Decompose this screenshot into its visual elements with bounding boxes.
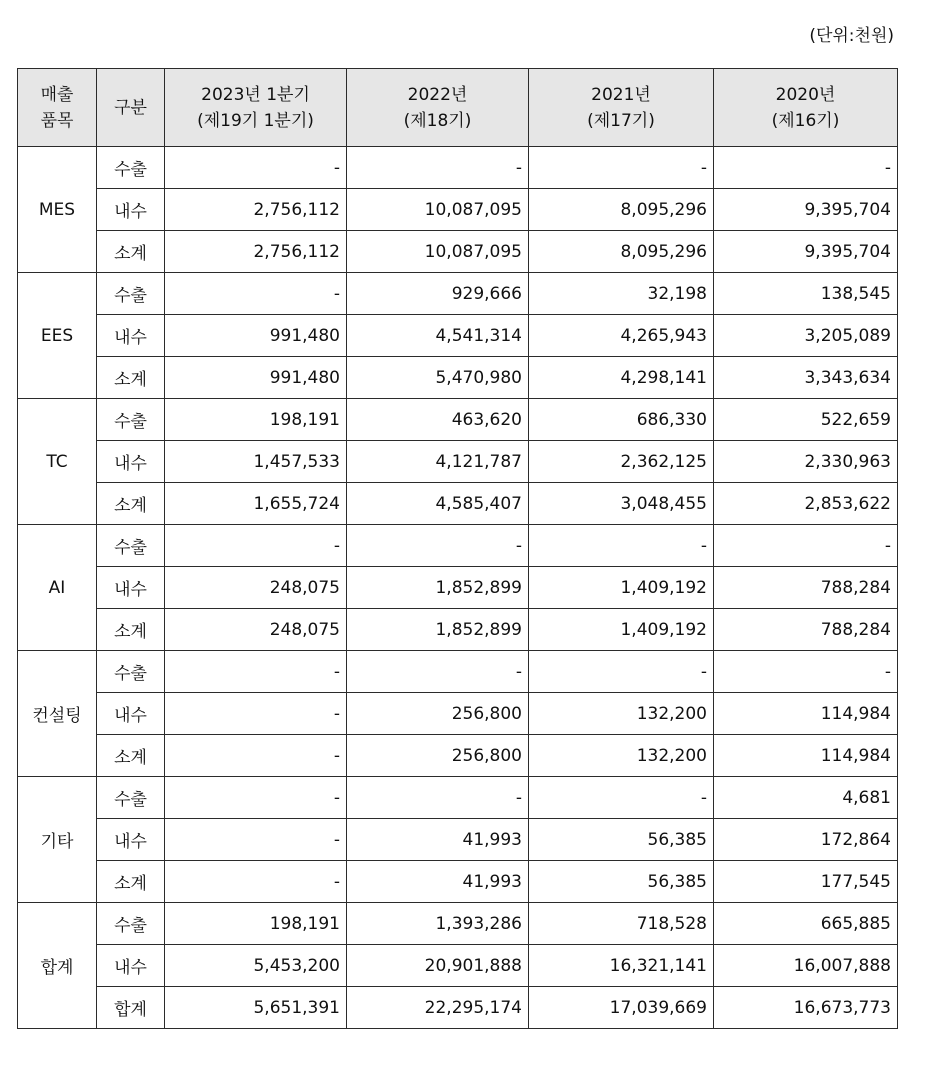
header-period-year: 2021년: [591, 84, 651, 105]
value-cell: -: [165, 861, 347, 903]
unit-label: (단위:천원): [809, 26, 894, 46]
value-cell: 114,984: [714, 735, 898, 777]
value-cell: 522,659: [714, 399, 898, 441]
division-cell: 수출: [97, 777, 165, 819]
value-cell: 991,480: [165, 315, 347, 357]
value-cell: 248,075: [165, 609, 347, 651]
header-period-term: (제17기): [587, 110, 655, 131]
value-cell: -: [714, 525, 898, 567]
value-cell: 138,545: [714, 273, 898, 315]
value-cell: -: [714, 147, 898, 189]
value-cell: 16,007,888: [714, 945, 898, 987]
product-cell: 기타: [18, 777, 97, 903]
value-cell: 10,087,095: [347, 189, 529, 231]
value-cell: 665,885: [714, 903, 898, 945]
value-cell: 3,048,455: [529, 483, 714, 525]
division-cell: 내수: [97, 189, 165, 231]
value-cell: 8,095,296: [529, 231, 714, 273]
table-row: [18, 147, 898, 189]
value-cell: 463,620: [347, 399, 529, 441]
header-division: 구분: [97, 69, 165, 147]
value-cell: -: [165, 273, 347, 315]
value-cell: 132,200: [529, 693, 714, 735]
value-cell: 3,205,089: [714, 315, 898, 357]
value-cell: 5,651,391: [165, 987, 347, 1029]
value-cell: 1,393,286: [347, 903, 529, 945]
division-cell: 소계: [97, 357, 165, 399]
value-cell: -: [165, 525, 347, 567]
value-cell: -: [165, 693, 347, 735]
division-cell: 수출: [97, 651, 165, 693]
header-period-year: 2020년: [775, 84, 836, 105]
table-row: [18, 903, 898, 945]
value-cell: 41,993: [347, 819, 529, 861]
value-cell: 256,800: [347, 735, 529, 777]
value-cell: 1,457,533: [165, 441, 347, 483]
header-period-term: (제19기 1분기): [197, 110, 314, 131]
value-cell: -: [529, 147, 714, 189]
value-cell: 2,853,622: [714, 483, 898, 525]
value-cell: 4,121,787: [347, 441, 529, 483]
product-cell: 합계: [18, 903, 97, 1029]
table-row: [18, 651, 898, 693]
value-cell: 9,395,704: [714, 189, 898, 231]
value-cell: -: [529, 651, 714, 693]
value-cell: 2,756,112: [165, 231, 347, 273]
division-cell: 내수: [97, 315, 165, 357]
table-row: [18, 357, 898, 399]
value-cell: 788,284: [714, 609, 898, 651]
header-period-term: (제16기): [771, 110, 840, 131]
value-cell: 132,200: [529, 735, 714, 777]
value-cell: 929,666: [347, 273, 529, 315]
value-cell: 5,453,200: [165, 945, 347, 987]
product-cell: MES: [18, 147, 97, 273]
division-cell: 수출: [97, 147, 165, 189]
division-cell: 수출: [97, 903, 165, 945]
division-cell: 내수: [97, 567, 165, 609]
value-cell: 686,330: [529, 399, 714, 441]
value-cell: -: [714, 651, 898, 693]
value-cell: 16,673,773: [714, 987, 898, 1029]
value-cell: 8,095,296: [529, 189, 714, 231]
value-cell: 10,087,095: [347, 231, 529, 273]
value-cell: 5,470,980: [347, 357, 529, 399]
table-row: [18, 525, 898, 567]
value-cell: 2,330,963: [714, 441, 898, 483]
value-cell: 16,321,141: [529, 945, 714, 987]
table-body: [18, 147, 898, 1029]
table-row: [18, 693, 898, 735]
division-cell: 소계: [97, 483, 165, 525]
table-row: [18, 483, 898, 525]
value-cell: 788,284: [714, 567, 898, 609]
table-row: [18, 609, 898, 651]
header-product-line1: 매출: [40, 84, 74, 105]
table-row: [18, 189, 898, 231]
value-cell: 1,852,899: [347, 609, 529, 651]
table-row: [18, 861, 898, 903]
value-cell: 198,191: [165, 399, 347, 441]
header-period-year: 2022년: [407, 84, 468, 105]
value-cell: 177,545: [714, 861, 898, 903]
division-cell: 합계: [97, 987, 165, 1029]
value-cell: 4,541,314: [347, 315, 529, 357]
division-cell: 내수: [97, 693, 165, 735]
division-cell: 수출: [97, 399, 165, 441]
value-cell: -: [347, 147, 529, 189]
value-cell: 991,480: [165, 357, 347, 399]
value-cell: 256,800: [347, 693, 529, 735]
value-cell: 56,385: [529, 861, 714, 903]
value-cell: 56,385: [529, 819, 714, 861]
header-product-line2: 품목: [40, 110, 74, 131]
table-row: [18, 441, 898, 483]
value-cell: 1,409,192: [529, 609, 714, 651]
table-row: [18, 399, 898, 441]
value-cell: -: [529, 777, 714, 819]
value-cell: 718,528: [529, 903, 714, 945]
value-cell: 4,585,407: [347, 483, 529, 525]
table-row: [18, 819, 898, 861]
value-cell: 4,681: [714, 777, 898, 819]
division-cell: 소계: [97, 735, 165, 777]
value-cell: -: [347, 525, 529, 567]
value-cell: -: [347, 651, 529, 693]
division-cell: 수출: [97, 525, 165, 567]
value-cell: 172,864: [714, 819, 898, 861]
header-period-year: 2023년 1분기: [201, 84, 310, 105]
table-header: [18, 69, 898, 147]
division-cell: 소계: [97, 231, 165, 273]
division-cell: 내수: [97, 441, 165, 483]
division-cell: 수출: [97, 273, 165, 315]
table-row: [18, 231, 898, 273]
value-cell: 4,265,943: [529, 315, 714, 357]
product-cell: AI: [18, 525, 97, 651]
table-row: [18, 315, 898, 357]
header-period-2023q1: [165, 69, 347, 147]
value-cell: 114,984: [714, 693, 898, 735]
product-cell: 컨설팅: [18, 651, 97, 777]
value-cell: 3,343,634: [714, 357, 898, 399]
header-product: [18, 69, 97, 147]
product-cell: TC: [18, 399, 97, 525]
table-row: [18, 987, 898, 1029]
value-cell: -: [347, 777, 529, 819]
value-cell: 32,198: [529, 273, 714, 315]
value-cell: 20,901,888: [347, 945, 529, 987]
value-cell: 22,295,174: [347, 987, 529, 1029]
value-cell: -: [165, 819, 347, 861]
value-cell: -: [165, 651, 347, 693]
table-row: [18, 945, 898, 987]
table-row: [18, 273, 898, 315]
header-period-2020: [714, 69, 898, 147]
value-cell: 41,993: [347, 861, 529, 903]
value-cell: -: [165, 735, 347, 777]
header-row: [18, 69, 898, 147]
sales-table: [17, 68, 898, 1029]
product-cell: EES: [18, 273, 97, 399]
table-row: [18, 777, 898, 819]
value-cell: 248,075: [165, 567, 347, 609]
division-cell: 내수: [97, 945, 165, 987]
value-cell: 1,409,192: [529, 567, 714, 609]
value-cell: -: [165, 147, 347, 189]
table-row: [18, 735, 898, 777]
value-cell: 2,756,112: [165, 189, 347, 231]
value-cell: 2,362,125: [529, 441, 714, 483]
division-cell: 소계: [97, 861, 165, 903]
value-cell: -: [529, 525, 714, 567]
value-cell: 4,298,141: [529, 357, 714, 399]
value-cell: 17,039,669: [529, 987, 714, 1029]
value-cell: -: [165, 777, 347, 819]
header-period-2022: [347, 69, 529, 147]
header-period-2021: [529, 69, 714, 147]
value-cell: 198,191: [165, 903, 347, 945]
division-cell: 소계: [97, 609, 165, 651]
value-cell: 1,852,899: [347, 567, 529, 609]
header-period-term: (제18기): [403, 110, 472, 131]
division-cell: 내수: [97, 819, 165, 861]
value-cell: 1,655,724: [165, 483, 347, 525]
value-cell: 9,395,704: [714, 231, 898, 273]
table-row: [18, 567, 898, 609]
